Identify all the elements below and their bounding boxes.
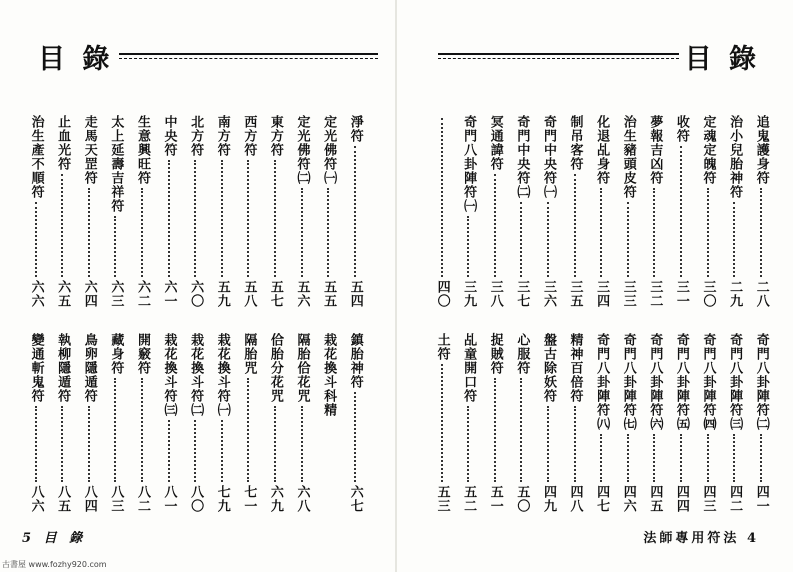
- toc-entry: [49, 333, 76, 513]
- toc-dot-leader: [301, 188, 303, 277]
- toc-entry-page-number: 六三: [108, 280, 124, 308]
- toc-dot-leader: [61, 174, 63, 277]
- toc-dot-leader: [653, 188, 655, 277]
- toc-entry: [535, 115, 562, 308]
- toc-entry-title: 藏身符: [108, 333, 124, 375]
- toc-entry-page-number: 三一: [673, 280, 689, 308]
- toc-entry: [641, 333, 668, 513]
- toc-dot-leader: [467, 216, 469, 277]
- toc-entry-page-number: 六八: [294, 485, 310, 513]
- toc-entry-title: 太上延壽吉祥符: [108, 115, 124, 213]
- toc-entry: [721, 333, 748, 513]
- right-page-footer: 法師專用符法 4: [643, 531, 759, 546]
- toc-entry: [49, 115, 76, 308]
- toc-entry-title: 走馬天罡符: [81, 115, 97, 185]
- toc-entry: [315, 333, 342, 513]
- toc-dot-leader: [627, 434, 629, 482]
- toc-dot-leader: [441, 118, 443, 277]
- toc-entry: [481, 333, 508, 513]
- toc-entry-page-number: 八五: [55, 485, 71, 513]
- toc-entry: [155, 333, 182, 513]
- toc-dot-leader: [35, 406, 37, 482]
- toc-entry-page-number: 五九: [214, 280, 230, 308]
- toc-entry: [588, 115, 615, 308]
- right-top-toc-block: [428, 115, 774, 308]
- toc-dot-leader: [494, 378, 496, 482]
- toc-dot-leader: [168, 420, 170, 482]
- toc-entry-page-number: 四二: [727, 485, 743, 513]
- toc-entry-page-number: 六二: [134, 280, 150, 308]
- toc-entry-title: 奇門八卦陣符㈡: [753, 333, 769, 431]
- toc-entry-page-number: 六五: [55, 280, 71, 308]
- toc-dot-leader: [653, 434, 655, 482]
- toc-entry: [288, 333, 315, 513]
- toc-entry-page-number: 三七: [514, 280, 530, 308]
- toc-dot-leader: [168, 160, 170, 277]
- toc-dot-leader: [441, 364, 443, 482]
- toc-entry: [694, 115, 721, 308]
- toc-entry-title: 開竅符: [134, 333, 150, 375]
- toc-entry-title: 奇門八卦陣符㈢: [727, 333, 743, 431]
- toc-entry-page-number: 二八: [753, 280, 769, 308]
- right-page-header: [438, 36, 760, 76]
- toc-entry: [235, 333, 262, 513]
- toc-entry-page-number: 八一: [161, 485, 177, 513]
- left-bottom-toc-block: [22, 333, 368, 513]
- toc-entry-title: 奇門八卦陣符㈧: [594, 333, 610, 431]
- toc-entry-title: 鎮胎神符: [347, 333, 363, 389]
- toc-dot-leader: [88, 188, 90, 277]
- toc-entry: [588, 333, 615, 513]
- toc-dot-leader: [114, 378, 116, 482]
- toc-entry-page-number: 三三: [620, 280, 636, 308]
- toc-entry-title: 治生豬頭皮符: [620, 115, 636, 199]
- toc-entry-page-number: 三六: [540, 280, 556, 308]
- toc-entry-page-number: 六七: [347, 485, 363, 513]
- toc-entry-page-number: 五四: [347, 280, 363, 308]
- toc-entry-page-number: 五七: [267, 280, 283, 308]
- toc-entry-title: 鳥卵隱遁符: [81, 333, 97, 403]
- toc-entry-title: 西方符: [241, 115, 257, 157]
- toc-entry: [455, 333, 482, 513]
- toc-entry-title: 中央符: [161, 115, 177, 157]
- toc-entry: [614, 115, 641, 308]
- toc-entry-page-number: 八四: [81, 485, 97, 513]
- toc-entry-page-number: 五三: [434, 485, 450, 513]
- toc-entry: [182, 115, 209, 308]
- toc-entry-title: 南方符: [214, 115, 230, 157]
- toc-entry-title: 精神百倍符: [567, 333, 583, 403]
- toc-dot-leader: [141, 378, 143, 482]
- toc-entry: [262, 333, 289, 513]
- toc-entry: [721, 115, 748, 308]
- toc-entry-title: 佮胎分花咒: [267, 333, 283, 403]
- toc-dot-leader: [301, 406, 303, 482]
- toc-entry: [747, 115, 774, 308]
- toc-entry-title: 制吊客符: [567, 115, 583, 171]
- toc-entry: [102, 115, 129, 308]
- toc-dot-leader: [247, 160, 249, 277]
- toc-entry-page-number: 六一: [161, 280, 177, 308]
- toc-entry: [182, 333, 209, 513]
- toc-dot-leader: [327, 188, 329, 277]
- toc-entry-title: 定光佛符㈠: [321, 115, 337, 185]
- toc-entry: [668, 333, 695, 513]
- toc-entry-title: 北方符: [188, 115, 204, 157]
- toc-entry-title: 執柳隱遁符: [55, 333, 71, 403]
- toc-entry-page-number: 四六: [620, 485, 636, 513]
- toc-entry: [262, 115, 289, 308]
- toc-entry-page-number: 八三: [108, 485, 124, 513]
- toc-dot-leader: [274, 406, 276, 482]
- toc-entry-title: 奇門八卦陣符㈠: [461, 115, 477, 213]
- toc-entry: [315, 115, 342, 308]
- toc-entry-page-number: 六四: [81, 280, 97, 308]
- right-header-title: 目 錄: [684, 43, 760, 75]
- toc-dot-leader: [354, 146, 356, 277]
- toc-entry-page-number: 四一: [753, 485, 769, 513]
- toc-entry-title: 化退乩身符: [594, 115, 610, 185]
- toc-entry: [22, 115, 49, 308]
- toc-entry-title: 奇門八卦陣符㈥: [647, 333, 663, 431]
- toc-entry-page-number: 五〇: [514, 485, 530, 513]
- toc-entry-title: 土符: [434, 333, 450, 361]
- toc-entry-page-number: 四三: [700, 485, 716, 513]
- toc-entry-title: 栽花換斗符㈠: [214, 333, 230, 417]
- toc-dot-leader: [547, 202, 549, 277]
- toc-entry: [235, 115, 262, 308]
- toc-entry-title: 追鬼護身符: [753, 115, 769, 185]
- toc-entry: [208, 333, 235, 513]
- toc-entry: [561, 333, 588, 513]
- toc-dot-leader: [141, 188, 143, 277]
- toc-dot-leader: [680, 146, 682, 277]
- toc-entry: [102, 333, 129, 513]
- toc-entry-title: 奇門八卦陣符㈦: [620, 333, 636, 431]
- toc-entry-page-number: 三二: [647, 280, 663, 308]
- toc-entry-title: 栽花換斗符㈡: [188, 333, 204, 417]
- toc-entry: [155, 115, 182, 308]
- toc-dot-leader: [88, 406, 90, 482]
- toc-entry-page-number: 四七: [594, 485, 610, 513]
- toc-entry-page-number: 四五: [647, 485, 663, 513]
- toc-dot-leader: [733, 202, 735, 277]
- toc-dot-leader: [707, 434, 709, 482]
- toc-entry-page-number: 四八: [567, 485, 583, 513]
- toc-entry: [481, 115, 508, 308]
- toc-entry: [668, 115, 695, 308]
- toc-entry-title: 淨符: [347, 115, 363, 143]
- toc-entry-page-number: 二九: [727, 280, 743, 308]
- toc-entry: [22, 333, 49, 513]
- toc-entry: [508, 333, 535, 513]
- toc-entry-page-number: 七一: [241, 485, 257, 513]
- toc-entry-page-number: 三九: [461, 280, 477, 308]
- toc-dot-leader: [467, 406, 469, 482]
- toc-entry: [428, 333, 455, 513]
- toc-dot-leader: [114, 216, 116, 277]
- toc-entry: [208, 115, 235, 308]
- toc-entry-title: 止血光符: [55, 115, 71, 171]
- left-page-header: [38, 36, 378, 76]
- left-header-rule: [119, 53, 378, 59]
- toc-dot-leader: [627, 202, 629, 277]
- toc-dot-leader: [247, 378, 249, 482]
- toc-entry-title: 治小兒胎神符: [727, 115, 743, 199]
- toc-entry-page-number: 五六: [294, 280, 310, 308]
- toc-entry: [428, 115, 455, 308]
- toc-entry-page-number: 四四: [673, 485, 689, 513]
- toc-entry-title: 捉賊符: [487, 333, 503, 375]
- toc-entry: [75, 333, 102, 513]
- toc-entry: [288, 115, 315, 308]
- toc-entry-title: 治生產不順符: [28, 115, 44, 199]
- toc-dot-leader: [221, 420, 223, 482]
- toc-entry: [455, 115, 482, 308]
- toc-dot-leader: [547, 406, 549, 482]
- toc-entry-title: 隔胎咒: [241, 333, 257, 375]
- toc-dot-leader: [600, 434, 602, 482]
- toc-dot-leader: [520, 202, 522, 277]
- toc-entry-page-number: 五一: [487, 485, 503, 513]
- toc-entry: [341, 333, 368, 513]
- left-page-footer: 5 目 錄: [22, 531, 87, 546]
- toc-entry: [129, 115, 156, 308]
- toc-dot-leader: [221, 160, 223, 277]
- toc-entry-page-number: 六六: [28, 280, 44, 308]
- toc-entry-title: 奇門中央符㈠: [540, 115, 556, 199]
- toc-entry-title: 變通斬鬼符: [28, 333, 44, 403]
- toc-entry-page-number: 五二: [461, 485, 477, 513]
- toc-entry-title: 東方符: [267, 115, 283, 157]
- toc-dot-leader: [354, 392, 356, 482]
- toc-entry-title: 隔胎佮花咒: [294, 333, 310, 403]
- toc-dot-leader: [61, 406, 63, 482]
- toc-dot-leader: [760, 188, 762, 277]
- toc-entry-title: 生意興旺符: [134, 115, 150, 185]
- toc-entry-page-number: 三〇: [700, 280, 716, 308]
- toc-entry: [561, 115, 588, 308]
- toc-entry-title: 奇門八卦陣符㈣: [700, 333, 716, 431]
- toc-entry: [614, 333, 641, 513]
- toc-entry-title: 栽花換斗科精: [321, 333, 337, 417]
- toc-entry-page-number: 四〇: [434, 280, 450, 308]
- toc-entry: [641, 115, 668, 308]
- toc-entry-page-number: 八二: [134, 485, 150, 513]
- toc-entry: [129, 333, 156, 513]
- left-header-title: 目 錄: [38, 43, 114, 75]
- toc-entry-page-number: 六九: [267, 485, 283, 513]
- toc-dot-leader: [680, 434, 682, 482]
- right-bottom-toc-block: [428, 333, 774, 513]
- toc-entry-page-number: 三五: [567, 280, 583, 308]
- toc-dot-leader: [494, 174, 496, 277]
- toc-dot-leader: [733, 434, 735, 482]
- toc-entry-page-number: 七九: [214, 485, 230, 513]
- toc-dot-leader: [574, 406, 576, 482]
- toc-entry-page-number: 五五: [321, 280, 337, 308]
- toc-entry-page-number: 八六: [28, 485, 44, 513]
- toc-entry-title: 奇門中央符㈡: [514, 115, 530, 199]
- toc-entry-page-number: 四九: [540, 485, 556, 513]
- toc-entry-title: 栽花換斗符㈢: [161, 333, 177, 417]
- toc-entry-title: 冥通諱符: [487, 115, 503, 171]
- toc-dot-leader: [194, 420, 196, 482]
- toc-dot-leader: [520, 378, 522, 482]
- toc-entry-page-number: 五八: [241, 280, 257, 308]
- toc-entry-title: 奇門八卦陣符㈤: [673, 333, 689, 431]
- toc-dot-leader: [35, 202, 37, 277]
- right-header-rule: [438, 53, 679, 59]
- left-top-toc-block: [22, 115, 368, 308]
- toc-dot-leader: [600, 188, 602, 277]
- toc-entry: [341, 115, 368, 308]
- toc-entry-page-number: 三四: [594, 280, 610, 308]
- toc-entry-title: 心服符: [514, 333, 530, 375]
- toc-entry-page-number: 三八: [487, 280, 503, 308]
- toc-dot-leader: [707, 188, 709, 277]
- toc-entry: [75, 115, 102, 308]
- site-watermark: 古書屋 www.fozhy920.com: [2, 560, 107, 569]
- toc-entry: [747, 333, 774, 513]
- toc-entry-title: 盤古除妖符: [540, 333, 556, 403]
- toc-entry-title: 定光佛符㈡: [294, 115, 310, 185]
- toc-entry: [535, 333, 562, 513]
- toc-dot-leader: [760, 434, 762, 482]
- toc-entry-title: 收符: [673, 115, 689, 143]
- toc-dot-leader: [274, 160, 276, 277]
- page-gutter: [395, 0, 397, 572]
- toc-entry-title: 夢報吉凶符: [647, 115, 663, 185]
- toc-entry-title: 定魂定魄符: [700, 115, 716, 185]
- toc-entry-page-number: 六〇: [188, 280, 204, 308]
- toc-entry-title: 乩童開口符: [461, 333, 477, 403]
- toc-entry: [508, 115, 535, 308]
- toc-entry-page-number: 八〇: [188, 485, 204, 513]
- toc-entry: [694, 333, 721, 513]
- toc-dot-leader: [574, 174, 576, 277]
- toc-dot-leader: [194, 160, 196, 277]
